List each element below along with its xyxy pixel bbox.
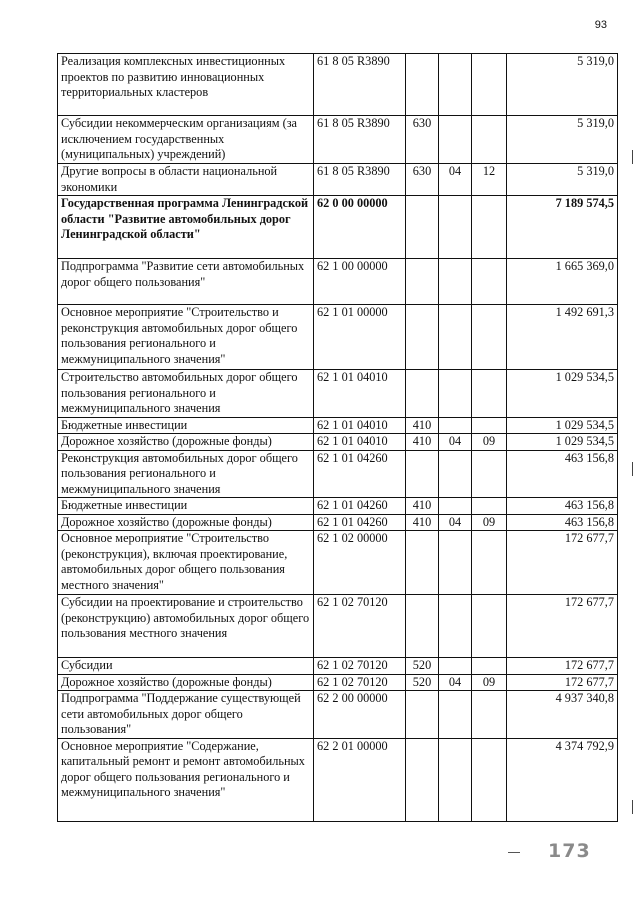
row-name: Бюджетные инвестиции bbox=[58, 498, 314, 515]
row-section: 04 bbox=[439, 434, 472, 451]
row-name: Дорожное хозяйство (дорожные фонды) bbox=[58, 514, 314, 531]
row-amount: 172 677,7 bbox=[507, 595, 618, 658]
row-expense-type bbox=[406, 531, 439, 595]
row-amount: 172 677,7 bbox=[507, 674, 618, 691]
table-row bbox=[58, 370, 618, 418]
row-expense-type bbox=[406, 305, 439, 370]
row-section: 04 bbox=[439, 164, 472, 196]
table-row bbox=[58, 305, 618, 370]
row-section bbox=[439, 54, 472, 116]
row-amount: 1 029 534,5 bbox=[507, 434, 618, 451]
row-subsection bbox=[472, 54, 507, 116]
table-row bbox=[58, 434, 618, 451]
table-row bbox=[58, 196, 618, 259]
table-row bbox=[58, 658, 618, 675]
row-amount: 1 492 691,3 bbox=[507, 305, 618, 370]
row-expense-type bbox=[406, 450, 439, 498]
row-section bbox=[439, 196, 472, 259]
row-name: Основное мероприятие "Содержание, капитальный ремонт и ремонт автомобильных дорог общего пользования регионального и межмуниципального значения" bbox=[58, 738, 314, 821]
row-code: 62 1 01 04010 bbox=[314, 434, 406, 451]
page-number: 93 bbox=[594, 19, 607, 31]
row-expense-type: 410 bbox=[406, 498, 439, 515]
row-name: Субсидии на проектирование и строительство (реконструкцию) автомобильных дорог общего пользования местного значения bbox=[58, 595, 314, 658]
row-expense-type: 410 bbox=[406, 434, 439, 451]
table-row bbox=[58, 417, 618, 434]
row-subsection: 09 bbox=[472, 674, 507, 691]
row-section bbox=[439, 450, 472, 498]
table-row bbox=[58, 116, 618, 164]
table-row bbox=[58, 498, 618, 515]
row-section bbox=[439, 259, 472, 305]
row-name: Субсидии некоммерческим организациям (за исключением государственных (муниципальных) учреждений) bbox=[58, 116, 314, 164]
row-code: 62 1 01 04010 bbox=[314, 370, 406, 418]
row-code: 62 0 00 00000 bbox=[314, 196, 406, 259]
margin-mark-top bbox=[632, 150, 633, 164]
row-code: 62 1 02 00000 bbox=[314, 531, 406, 595]
table-row bbox=[58, 691, 618, 739]
row-subsection bbox=[472, 116, 507, 164]
row-name: Субсидии bbox=[58, 658, 314, 675]
row-subsection bbox=[472, 691, 507, 739]
table-row bbox=[58, 531, 618, 595]
row-code: 62 1 01 00000 bbox=[314, 305, 406, 370]
row-amount: 4 374 792,9 bbox=[507, 738, 618, 821]
row-amount: 1 029 534,5 bbox=[507, 417, 618, 434]
row-amount: 1 029 534,5 bbox=[507, 370, 618, 418]
budget-table bbox=[57, 53, 618, 822]
row-name: Подпрограмма "Поддержание существующей сети автомобильных дорог общего пользования" bbox=[58, 691, 314, 739]
row-subsection bbox=[472, 417, 507, 434]
row-subsection bbox=[472, 531, 507, 595]
row-name: Реализация комплексных инвестиционных проектов по развитию инновационных территориальных кластеров bbox=[58, 54, 314, 116]
row-name: Основное мероприятие "Строительство (реконструкция), включая проектирование, автомобильных дорог общего пользования местного значения" bbox=[58, 531, 314, 595]
row-section bbox=[439, 531, 472, 595]
row-subsection bbox=[472, 259, 507, 305]
row-subsection bbox=[472, 370, 507, 418]
row-expense-type: 630 bbox=[406, 164, 439, 196]
footer-dash bbox=[508, 852, 520, 853]
row-section bbox=[439, 116, 472, 164]
row-expense-type bbox=[406, 54, 439, 116]
table-row bbox=[58, 514, 618, 531]
row-amount: 5 319,0 bbox=[507, 54, 618, 116]
row-code: 62 2 01 00000 bbox=[314, 738, 406, 821]
row-amount: 172 677,7 bbox=[507, 531, 618, 595]
row-code: 61 8 05 R3890 bbox=[314, 116, 406, 164]
row-amount: 463 156,8 bbox=[507, 514, 618, 531]
page-stamp: 173 bbox=[548, 840, 591, 862]
row-code: 61 8 05 R3890 bbox=[314, 164, 406, 196]
row-section bbox=[439, 738, 472, 821]
table-row bbox=[58, 164, 618, 196]
row-code: 62 1 01 04260 bbox=[314, 498, 406, 515]
row-subsection bbox=[472, 658, 507, 675]
row-name: Государственная программа Ленинградской области "Развитие автомобильных дорог Ленинградской области" bbox=[58, 196, 314, 259]
row-subsection: 12 bbox=[472, 164, 507, 196]
row-amount: 4 937 340,8 bbox=[507, 691, 618, 739]
row-name: Строительство автомобильных дорог общего пользования регионального и межмуниципального значения bbox=[58, 370, 314, 418]
row-section bbox=[439, 691, 472, 739]
row-amount: 463 156,8 bbox=[507, 498, 618, 515]
budget-table-body bbox=[58, 54, 618, 822]
row-expense-type: 520 bbox=[406, 658, 439, 675]
row-section bbox=[439, 370, 472, 418]
row-code: 62 2 00 00000 bbox=[314, 691, 406, 739]
row-amount: 5 319,0 bbox=[507, 164, 618, 196]
row-subsection: 09 bbox=[472, 514, 507, 531]
row-section: 04 bbox=[439, 674, 472, 691]
row-section bbox=[439, 305, 472, 370]
margin-mark-bottom bbox=[632, 800, 633, 814]
table-row bbox=[58, 259, 618, 305]
row-subsection bbox=[472, 738, 507, 821]
row-amount: 5 319,0 bbox=[507, 116, 618, 164]
row-subsection: 09 bbox=[472, 434, 507, 451]
row-expense-type bbox=[406, 370, 439, 418]
row-subsection bbox=[472, 196, 507, 259]
row-code: 62 1 02 70120 bbox=[314, 674, 406, 691]
row-amount: 463 156,8 bbox=[507, 450, 618, 498]
table-row bbox=[58, 595, 618, 658]
table-row bbox=[58, 450, 618, 498]
row-expense-type: 630 bbox=[406, 116, 439, 164]
table-row bbox=[58, 674, 618, 691]
row-subsection bbox=[472, 498, 507, 515]
row-name: Бюджетные инвестиции bbox=[58, 417, 314, 434]
row-section bbox=[439, 498, 472, 515]
row-expense-type: 410 bbox=[406, 514, 439, 531]
row-code: 62 1 02 70120 bbox=[314, 595, 406, 658]
row-code: 62 1 01 04010 bbox=[314, 417, 406, 434]
row-amount: 172 677,7 bbox=[507, 658, 618, 675]
row-code: 62 1 01 04260 bbox=[314, 514, 406, 531]
row-name: Другие вопросы в области национальной экономики bbox=[58, 164, 314, 196]
row-name: Дорожное хозяйство (дорожные фонды) bbox=[58, 434, 314, 451]
row-expense-type bbox=[406, 595, 439, 658]
table-row bbox=[58, 54, 618, 116]
row-code: 61 8 05 R3890 bbox=[314, 54, 406, 116]
row-subsection bbox=[472, 450, 507, 498]
row-amount: 7 189 574,5 bbox=[507, 196, 618, 259]
row-subsection bbox=[472, 595, 507, 658]
row-expense-type bbox=[406, 738, 439, 821]
margin-mark-mid bbox=[632, 462, 633, 476]
row-amount: 1 665 369,0 bbox=[507, 259, 618, 305]
row-expense-type bbox=[406, 691, 439, 739]
row-section bbox=[439, 658, 472, 675]
row-expense-type bbox=[406, 259, 439, 305]
row-name: Дорожное хозяйство (дорожные фонды) bbox=[58, 674, 314, 691]
row-name: Реконструкция автомобильных дорог общего пользования регионального и межмуниципального значения bbox=[58, 450, 314, 498]
table-row bbox=[58, 738, 618, 821]
row-name: Подпрограмма "Развитие сети автомобильных дорог общего пользования" bbox=[58, 259, 314, 305]
row-expense-type bbox=[406, 196, 439, 259]
row-expense-type: 410 bbox=[406, 417, 439, 434]
row-expense-type: 520 bbox=[406, 674, 439, 691]
row-name: Основное мероприятие "Строительство и реконструкция автомобильных дорог общего пользования регионального и межмуниципального значения" bbox=[58, 305, 314, 370]
row-section bbox=[439, 595, 472, 658]
row-code: 62 1 02 70120 bbox=[314, 658, 406, 675]
row-section bbox=[439, 417, 472, 434]
row-code: 62 1 00 00000 bbox=[314, 259, 406, 305]
row-subsection bbox=[472, 305, 507, 370]
row-section: 04 bbox=[439, 514, 472, 531]
row-code: 62 1 01 04260 bbox=[314, 450, 406, 498]
